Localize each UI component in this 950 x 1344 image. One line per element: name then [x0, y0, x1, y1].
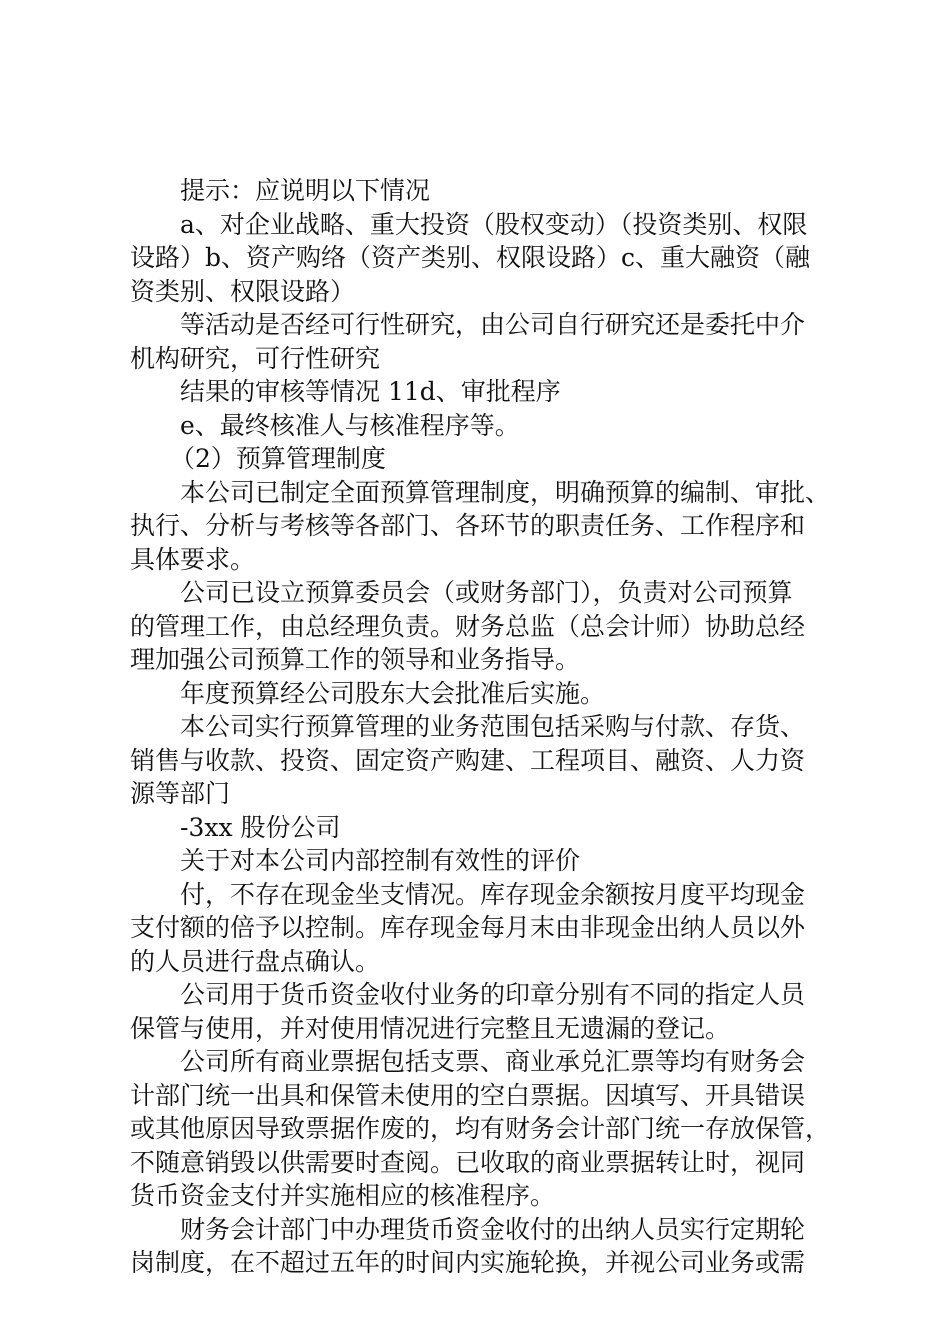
- text-line: （2）预算管理制度: [170, 444, 386, 473]
- text-line: 的管理工作，由总经理负责。财务总监（总会计师）协助总经: [130, 611, 806, 641]
- text-line: 源等部门: [130, 779, 231, 808]
- text-line: 设路）b、资产购络（资产类别、权限设路）c、重大融资（融: [130, 243, 811, 272]
- text-line: 年度预算经公司股东大会批准后实施。: [180, 678, 606, 708]
- text-line: 结果的审核等情况 11d、审批程序: [180, 377, 561, 406]
- text-line: 支付额的倍予以控制。库存现金每月末由非现金出纳人员以外: [130, 913, 806, 942]
- document-body: [130, 174, 830, 1280]
- text-line: 计部门统一出具和保管未使用的空白票据。因填写、开具错误: [130, 1080, 806, 1110]
- text-line: 等活动是否经可行性研究，由公司自行研究还是委托中介: [180, 310, 806, 339]
- text-line: 销售与收款、投资、固定资产购建、工程项目、融资、人力资: [130, 745, 806, 775]
- text-line: 执行、分析与考核等各部门、各环节的职责任务、工作程序和: [130, 511, 806, 540]
- text-line: 财务会计部门中办理货币资金收付的出纳人员实行定期轮: [180, 1214, 806, 1244]
- text-line: 不随意销毁以供需要时查阅。已收取的商业票据转让时，视同: [130, 1147, 806, 1177]
- text-line: 具体要求。: [130, 544, 256, 574]
- text-line: 机构研究，可行性研究: [130, 343, 381, 373]
- text-line: 关于对本公司内部控制有效性的评价: [180, 846, 581, 875]
- text-line: 付，不存在现金坐支情况。库存现金余额按月度平均现金: [180, 879, 806, 909]
- text-line: 公司已设立预算委员会（或财务部门），负责对公司预算: [180, 578, 793, 607]
- text-line: 本公司实行预算管理的业务范围包括采购与付款、存货、: [180, 712, 806, 741]
- text-line: 公司所有商业票据包括支票、商业承兑汇票等均有财务会: [180, 1047, 806, 1076]
- text-line: 资类别、权限设路）: [130, 276, 356, 306]
- text-line: 本公司已制定全面预算管理制度，明确预算的编制、审批、: [180, 477, 831, 507]
- text-line: 岗制度，在不超过五年的时间内实施轮换，并视公司业务或需: [130, 1248, 806, 1277]
- text-line: 货币资金支付并实施相应的核准程序。: [130, 1181, 556, 1210]
- text-line: 的人员进行盘点确认。: [130, 946, 381, 976]
- text-line: a、对企业战略、重大投资（股权变动）（投资类别、权限: [180, 209, 808, 239]
- text-line: 或其他原因导致票据作废的，均有财务会计部门统一存放保管，: [130, 1114, 831, 1143]
- text-line: 理加强公司预算工作的领导和业务指导。: [130, 645, 581, 674]
- text-line: -3xx 股份公司: [180, 812, 341, 842]
- text-line: 公司用于货币资金收付业务的印章分别有不同的指定人员: [180, 980, 806, 1009]
- text-line: 保管与使用，并对使用情况进行完整且无遗漏的登记。: [130, 1013, 731, 1043]
- text-line: e、最终核准人与核准程序等。: [180, 410, 520, 440]
- text-line: 提示：应说明以下情况: [180, 176, 431, 205]
